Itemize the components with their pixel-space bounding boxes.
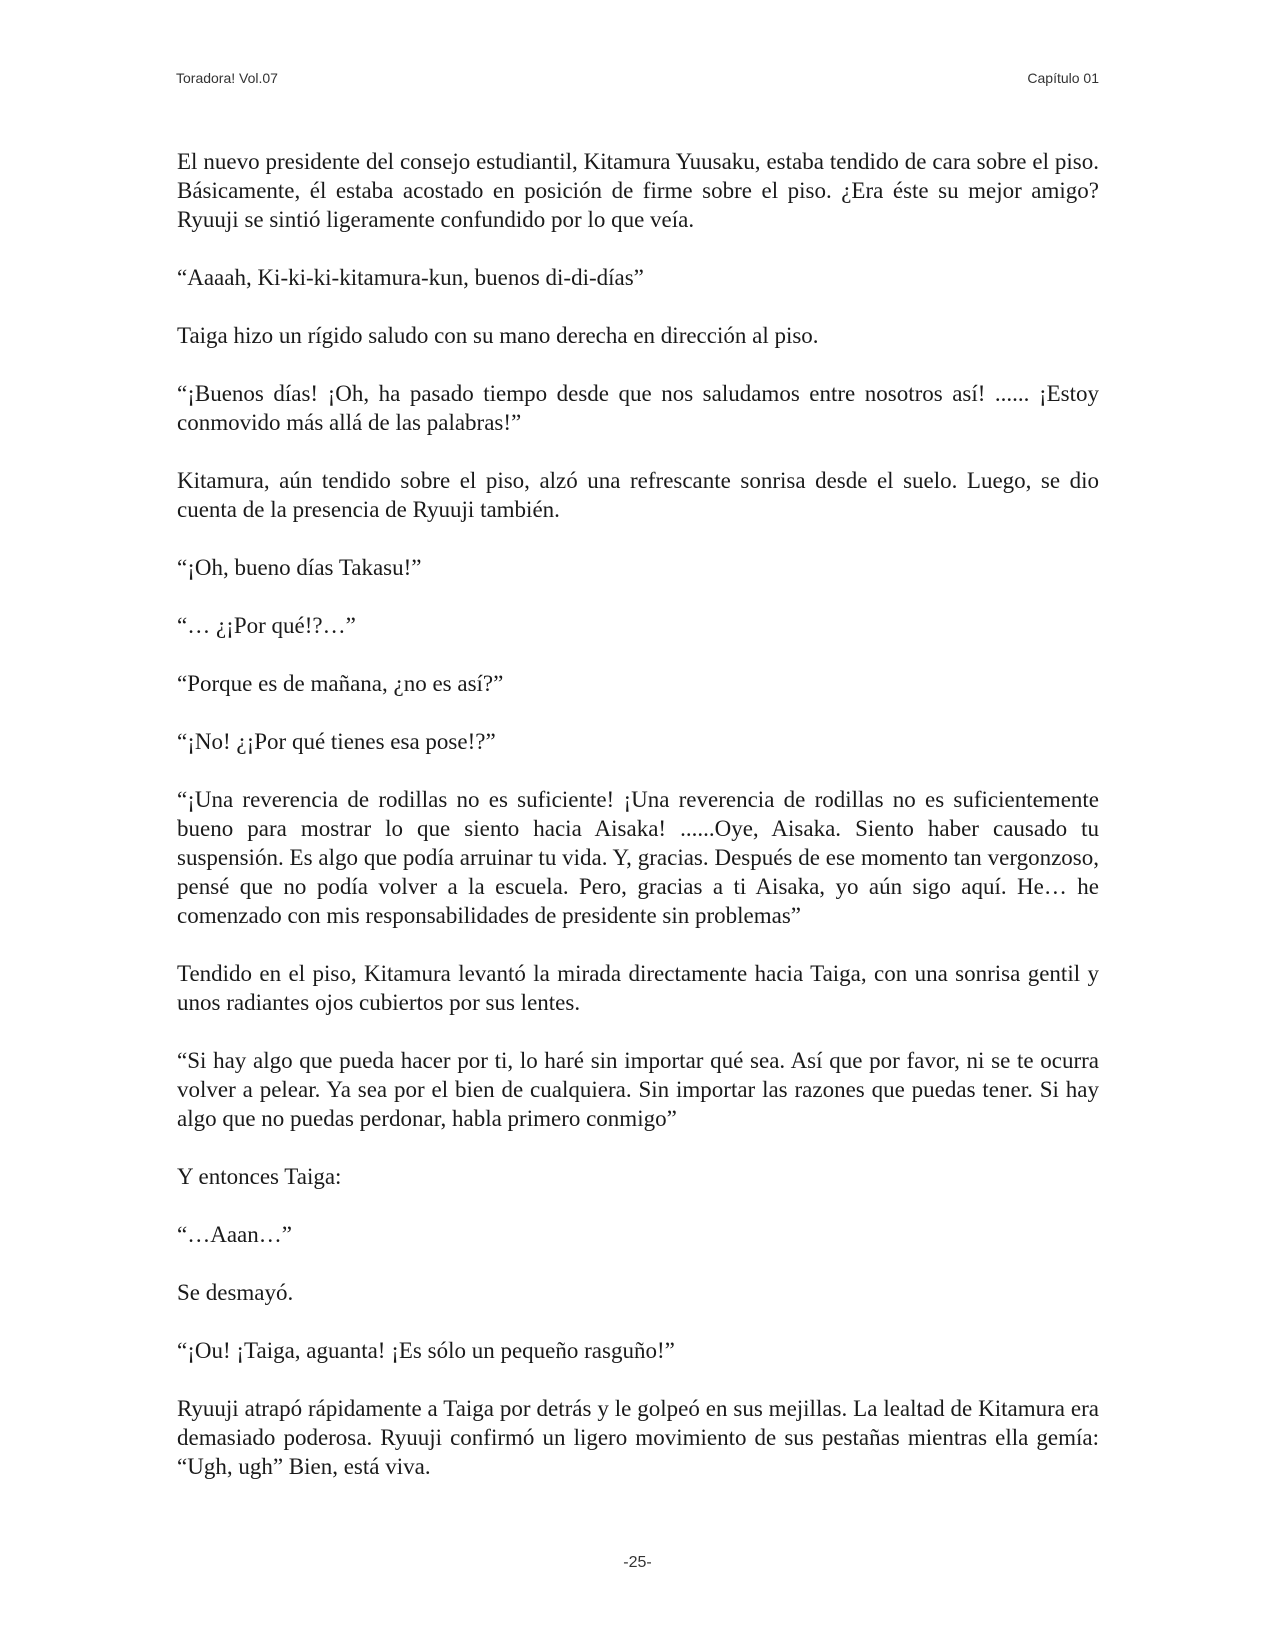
paragraph: “Aaaah, Ki-ki-ki-kitamura-kun, buenos di-di-días”: [177, 265, 644, 290]
paragraph: “¡No! ¿¡Por qué tienes esa pose!?”: [177, 729, 496, 754]
page-body: [177, 147, 1099, 1510]
page-number: -25-: [623, 1554, 652, 1571]
paragraph: Y entonces Taiga:: [177, 1164, 342, 1189]
paragraph: “¡Ou! ¡Taiga, aguanta! ¡Es sólo un pequeño rasguño!”: [177, 1338, 675, 1363]
paragraph: Taiga hizo un rígido saludo con su mano derecha en dirección al piso.: [177, 323, 819, 348]
paragraph: “…Aaan…”: [177, 1222, 292, 1247]
book-title: Toradora! Vol.07: [176, 70, 278, 86]
paragraph: “Si hay algo que pueda hacer por ti, lo haré sin importar qué sea. Así que por favor, ni se te ocurra volver a pelear. Ya sea por el bien de cualquiera. Sin importar las razones que puedas tener. Si hay algo que no puedas perdonar, habla primero conmigo”: [177, 1048, 1099, 1131]
paragraph: “¡Una reverencia de rodillas no es suficiente! ¡Una reverencia de rodillas no es suficientemente bueno para mostrar lo que siento hacia Aisaka! ......Oye, Aisaka. Siento haber causado tu suspensión. Es algo que podía arruinar tu vida. Y, gracias. Después de ese momento tan vergonzoso, pensé que no podía volver a la escuela. Pero, gracias a ti Aisaka, yo aún sigo aquí. He… he comenzado con mis responsabilidades de presidente sin problemas”: [177, 787, 1099, 928]
paragraph: “¡Oh, bueno días Takasu!”: [177, 555, 422, 580]
paragraph: Se desmayó.: [177, 1280, 294, 1305]
paragraph: “Porque es de mañana, ¿no es así?”: [177, 671, 504, 696]
paragraph: “¡Buenos días! ¡Oh, ha pasado tiempo desde que nos saludamos entre nosotros así! ...... ¡Estoy conmovido más allá de las palabras!”: [177, 381, 1099, 435]
page-header: [176, 70, 1099, 92]
paragraph: El nuevo presidente del consejo estudiantil, Kitamura Yuusaku, estaba tendido de cara sobre el piso. Básicamente, él estaba acostado en posición de firme sobre el piso. ¿Era éste su mejor amigo? Ryuuji se sintió ligeramente confundido por lo que veía.: [177, 149, 1099, 232]
paragraph: Ryuuji atrapó rápidamente a Taiga por detrás y le golpeó en sus mejillas. La lealtad de Kitamura era demasiado poderosa. Ryuuji confirmó un ligero movimiento de sus pestañas mientras ella gemía: “Ugh, ugh” Bien, está viva.: [177, 1396, 1099, 1479]
paragraph: Kitamura, aún tendido sobre el piso, alzó una refrescante sonrisa desde el suelo. Luego, se dio cuenta de la presencia de Ryuuji también.: [177, 468, 1099, 522]
paragraph: “… ¿¡Por qué!?…”: [177, 613, 356, 638]
chapter-title: Capítulo 01: [1027, 70, 1099, 86]
paragraph: Tendido en el piso, Kitamura levantó la mirada directamente hacia Taiga, con una sonrisa gentil y unos radiantes ojos cubiertos por sus lentes.: [177, 961, 1099, 1015]
